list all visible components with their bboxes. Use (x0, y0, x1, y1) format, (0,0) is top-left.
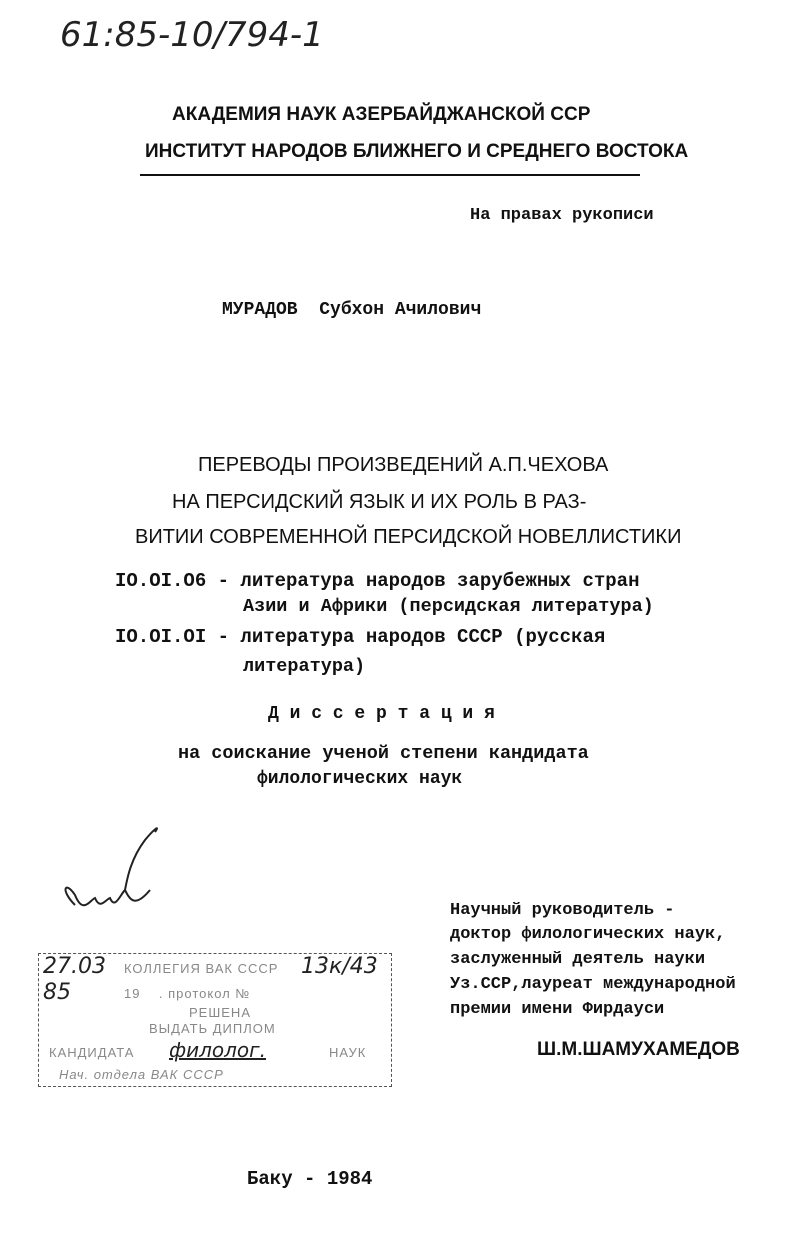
author-name: МУРАДОВ Субхон Ачилович (222, 300, 482, 320)
stamp-field: филолог. (169, 1038, 267, 1062)
specialty-code: IO.OI.O6 (115, 570, 207, 592)
stamp-degree-suffix: НАУК (329, 1045, 367, 1060)
specialty-1-cont: Азии и Африки (персидская литература) (243, 596, 654, 617)
specialty-1 (115, 572, 640, 591)
supervisor-line-2: доктор филологических наук, (450, 925, 726, 944)
supervisor-line-3: заслуженный деятель науки (450, 950, 706, 969)
header-rule (140, 174, 640, 176)
specialty-desc: - литература народов СССР (русская (206, 626, 606, 648)
stamp-protocol-label: 19 . протокол № (124, 986, 251, 1001)
work-type: Д и с с е р т а ц и я (268, 704, 495, 724)
stamp-degree-prefix: КАНДИДАТА (49, 1045, 135, 1060)
degree-line-2: филологических наук (257, 769, 463, 789)
specialty-2-cont: литература) (243, 656, 366, 677)
signature (55, 820, 175, 940)
stamp-protocol-number: 13к/43 (301, 954, 378, 979)
specialty-2 (115, 628, 605, 647)
degree-line-1: на соискание ученой степени кандидата (178, 743, 589, 764)
stamp-action: ВЫДАТЬ ДИПЛОМ (149, 1021, 276, 1036)
stamp-date: 27.03 (43, 954, 106, 979)
supervisor-line-4: Уз.ССР,лауреат международной (450, 975, 736, 994)
vak-stamp (38, 953, 392, 1087)
title-line-3: ВИТИИ СОВРЕМЕННОЙ ПЕРСИДСКОЙ НОВЕЛЛИСТИКИ (135, 526, 682, 548)
stamp-header: КОЛЛЕГИЯ ВАК СССР (124, 961, 279, 976)
title-line-1: ПЕРЕВОДЫ ПРОИЗВЕДЕНИЙ А.П.ЧЕХОВА (198, 454, 609, 476)
specialty-desc: - литература народов зарубежных стран (206, 570, 640, 592)
academy-name: АКАДЕМИЯ НАУК АЗЕРБАЙДЖАНСКОЙ ССР (172, 104, 591, 125)
manuscript-note: На правах рукописи (470, 206, 654, 225)
stamp-decision: РЕШЕНА (189, 1005, 251, 1020)
supervisor-line-5: премии имени Фирдауси (450, 1000, 665, 1019)
specialty-code: IO.OI.OI (115, 626, 207, 648)
supervisor-line-1: Научный руководитель - (450, 901, 675, 920)
place-year: Баку - 1984 (247, 1168, 373, 1190)
archive-code: 61:85-10/794-1 (60, 15, 324, 55)
supervisor-name: Ш.М.ШАМУХАМЕДОВ (537, 1039, 740, 1060)
stamp-year: 85 (43, 980, 71, 1005)
title-line-2: НА ПЕРСИДСКИЙ ЯЗЫК И ИХ РОЛЬ В РАЗ- (172, 491, 587, 513)
institute-name: ИНСТИТУТ НАРОДОВ БЛИЖНЕГО И СРЕДНЕГО ВОСТОКА (145, 141, 689, 162)
stamp-footer: Нач. отдела ВАК СССР (59, 1067, 224, 1082)
